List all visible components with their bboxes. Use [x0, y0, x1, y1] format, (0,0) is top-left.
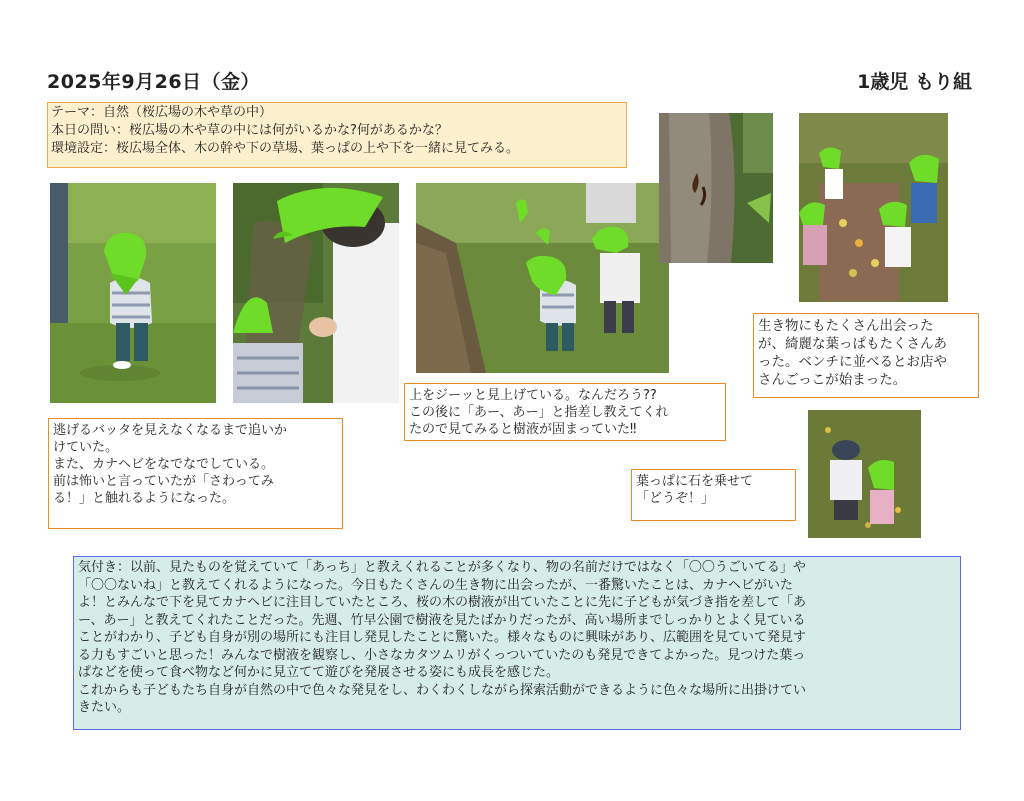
theme-box — [47, 102, 627, 168]
note-line: さんごっこが始まった。 — [758, 372, 907, 388]
class-name: 1歳児 もり組 — [857, 71, 972, 93]
note-line: 上をジーッと見上げている。なんだろう?? — [409, 388, 657, 403]
note-grasshopper — [48, 418, 343, 529]
note-line: 逃げるバッタを見えなくなるまで追いか — [53, 423, 288, 438]
note-line: る！」と触れるようになった。 — [53, 491, 236, 506]
note-line: この後に「あー、あー」と指差し教えてくれ — [409, 405, 669, 420]
summary-line: よ！とみんなで下を見てカナヘビに注目していたところ、桜の木の樹液が出ていたことに先に子どもが気づき指を差して「あ — [78, 595, 807, 610]
summary-line: ー、あー」と教えてくれたことだった。先週、竹早公園で樹液を見たばかりだったが、高い場所までしっかりとよく見ている — [78, 612, 806, 628]
summary-line: 気付き：以前、見たものを覚えていて「あっち」と教えくれることが多くなり、物の名前だけではなく「〇〇うごいてる」や — [78, 560, 806, 575]
photo-children-under-tree — [416, 183, 669, 373]
note-line: また、カナヘビをなでなでしている。 — [53, 457, 275, 472]
summary-line: ことがわかり、子ども自身が別の場所にも注目し発見したことに驚いた。様々なものに興味があり、広範囲を見ていて発見す — [78, 630, 807, 645]
note-line: 前は怖いと言っていたが「さわってみ — [53, 474, 274, 489]
summary-line: 「〇〇ないね」と教えてくれるようになった。今日もたくさんの生き物に出会ったが、一番驚いたことは、カナヘビがいた — [78, 577, 794, 593]
question-line: 本日の問い：桜広場の木や草の中には何がいるかな?何があるかな？ — [51, 123, 448, 138]
note-line: 葉っぱに石を乗せて — [636, 474, 754, 489]
note-line: った。ベンチに並べるとお店や — [758, 354, 947, 370]
photo-child-with-teacher — [233, 183, 399, 403]
note-leaf-shop — [753, 313, 979, 398]
summary-line: ぱなどを使って食べ物など何かに見立てて遊びを発展させる姿にも成長を感じた。 — [78, 665, 560, 680]
photo-tree-sap — [659, 113, 773, 263]
note-tree-sap — [404, 383, 726, 441]
photo-child-on-grass — [50, 183, 216, 403]
note-line: たので見てみると樹液が固まっていた‼ — [409, 422, 637, 437]
note-line: 生き物にもたくさん出会った — [758, 318, 934, 334]
report-date: 2025年9月26日（金） — [47, 71, 261, 93]
note-line: が、綺麗な葉っぱもたくさんあ — [758, 336, 947, 352]
theme-line: テーマ：自然（桜広場の木や草の中） — [51, 105, 273, 120]
summary-line: きたい。 — [78, 700, 131, 715]
environment-line: 環境設定：桜広場全体、木の幹や下の草場、葉っぱの上や下を一緒に見てみる。 — [51, 141, 520, 156]
photo-leaf-shop-play — [799, 113, 948, 302]
note-stone — [631, 469, 796, 521]
summary-line: これからも子どもたち自身が自然の中で色々な発見をし、わくわくしながら探索活動ができるように色々な場所に出掛けてい — [78, 682, 807, 698]
reflection-summary — [73, 556, 961, 730]
note-line: けていた。 — [53, 440, 119, 455]
summary-line: る力もすごいと思った！みんなで樹液を観察し、小さなカタツムリがくっついていたのも発見できてよかった。見つけた葉っ — [78, 647, 806, 663]
photo-stone-on-leaf — [808, 410, 921, 538]
note-line: 「どうぞ！」 — [636, 491, 715, 506]
